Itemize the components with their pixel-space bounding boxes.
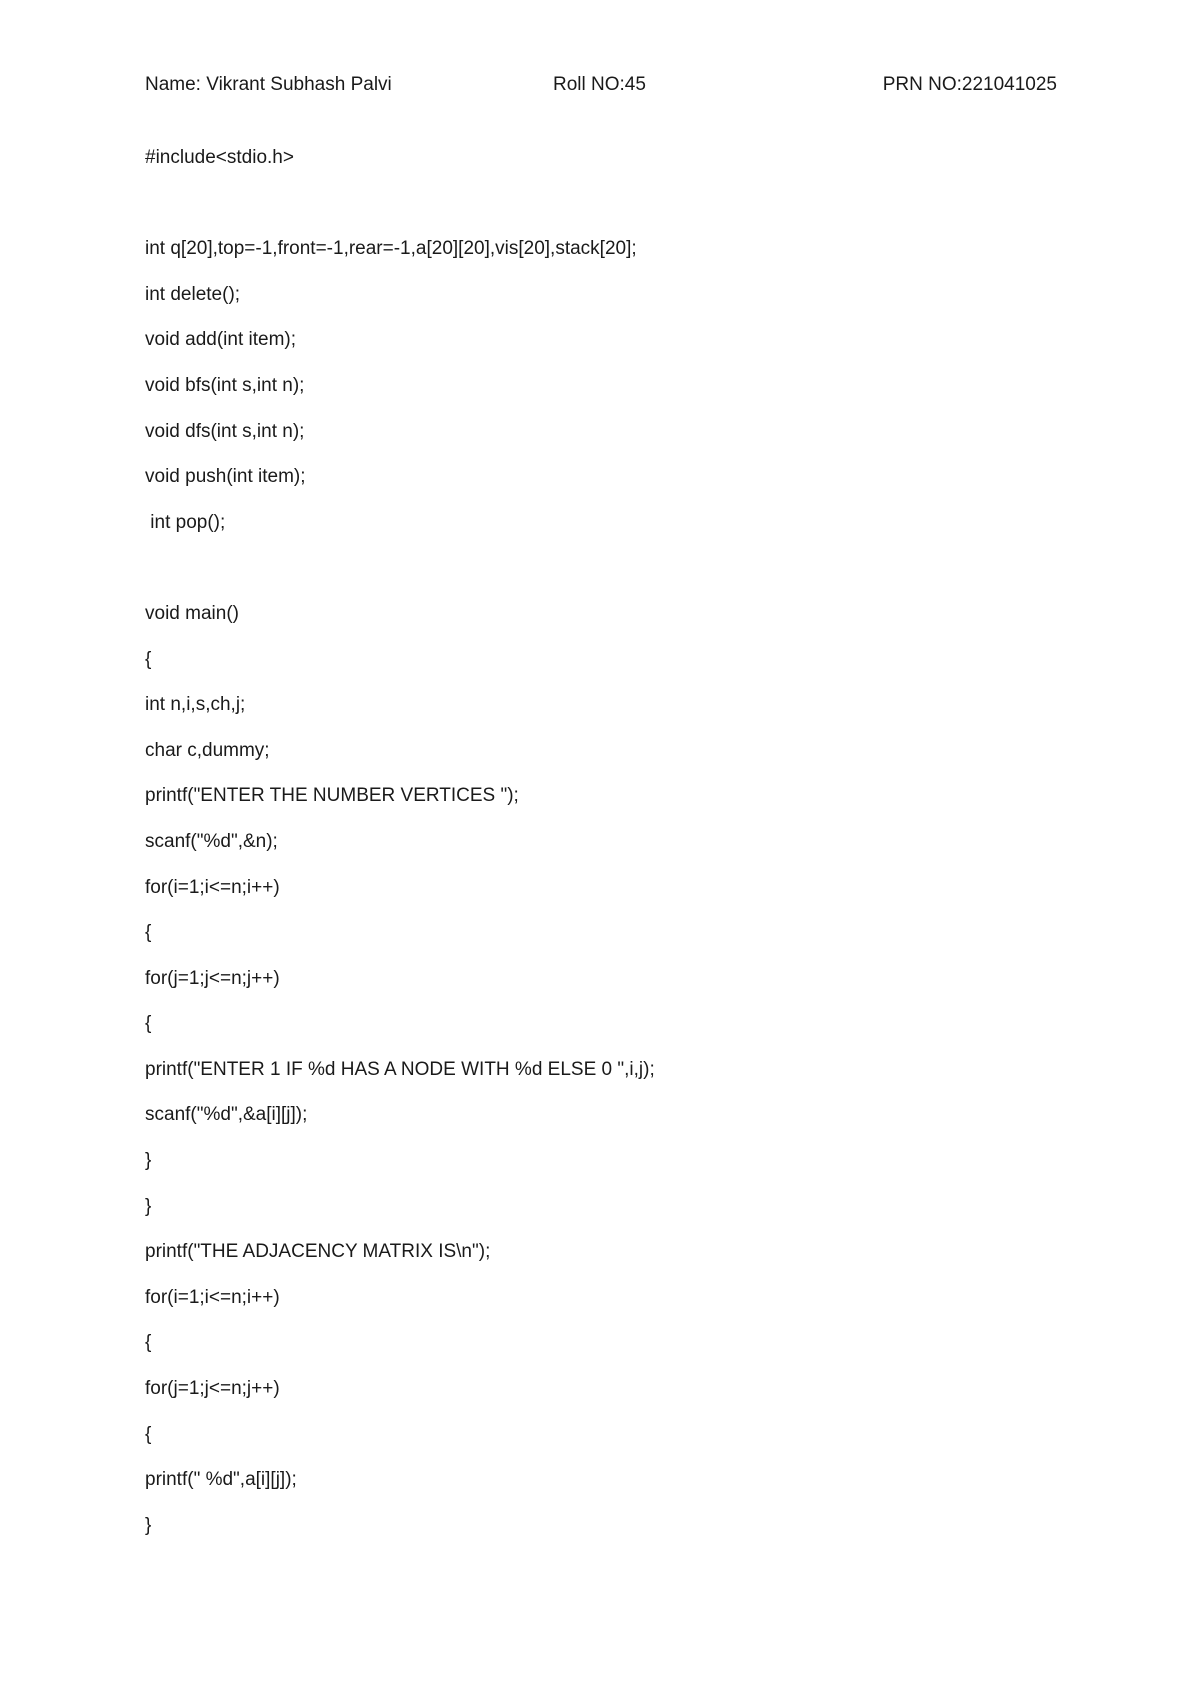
code-line: printf(" %d",a[i][j]); (145, 1469, 297, 1491)
code-line: printf("ENTER THE NUMBER VERTICES "); (145, 785, 519, 807)
code-line: } (145, 1195, 152, 1217)
code-line: int q[20],top=-1,front=-1,rear=-1,a[20][20],vis[20],stack[20]; (145, 238, 637, 260)
code-line: for(j=1;j<=n;j++) (145, 1378, 280, 1400)
code-line: void bfs(int s,int n); (145, 374, 305, 396)
code-line: printf("ENTER 1 IF %d HAS A NODE WITH %d ELSE 0 ",i,j); (145, 1058, 655, 1080)
code-line: void dfs(int s,int n); (145, 420, 305, 442)
code-line: void main() (145, 602, 239, 624)
code-line: { (145, 1332, 152, 1354)
code-line: printf("THE ADJACENCY MATRIX IS\n"); (145, 1241, 491, 1263)
code-line: { (145, 1013, 152, 1035)
code-line: void push(int item); (145, 466, 306, 488)
code-line: scanf("%d",&a[i][j]); (145, 1104, 308, 1126)
code-line: { (145, 1423, 152, 1445)
code-line (145, 191, 1057, 237)
code-line: int pop(); (145, 511, 226, 533)
code-line: char c,dummy; (145, 739, 270, 761)
code-line: int delete(); (145, 283, 241, 305)
code-line: #include<stdio.h> (145, 147, 294, 168)
code-line: for(i=1;i<=n;i++) (145, 1286, 280, 1308)
code-line: } (145, 1514, 152, 1536)
code-line: } (145, 1150, 152, 1172)
code-line: for(j=1;j<=n;j++) (145, 967, 280, 989)
code-line: void add(int item); (145, 329, 297, 351)
code-line (145, 555, 1057, 601)
code-line: for(i=1;i<=n;i++) (145, 876, 280, 898)
student-name: Name: Vikrant Subhash Palvi (145, 74, 392, 95)
code-listing (145, 145, 1057, 1558)
page-header (145, 72, 1057, 98)
roll-number: Roll NO:45 (553, 74, 646, 95)
code-line: { (145, 922, 152, 944)
code-line: scanf("%d",&n); (145, 830, 278, 852)
code-line: { (145, 648, 152, 670)
prn-number: PRN NO:221041025 (882, 74, 1057, 95)
code-line: int n,i,s,ch,j; (145, 694, 246, 716)
